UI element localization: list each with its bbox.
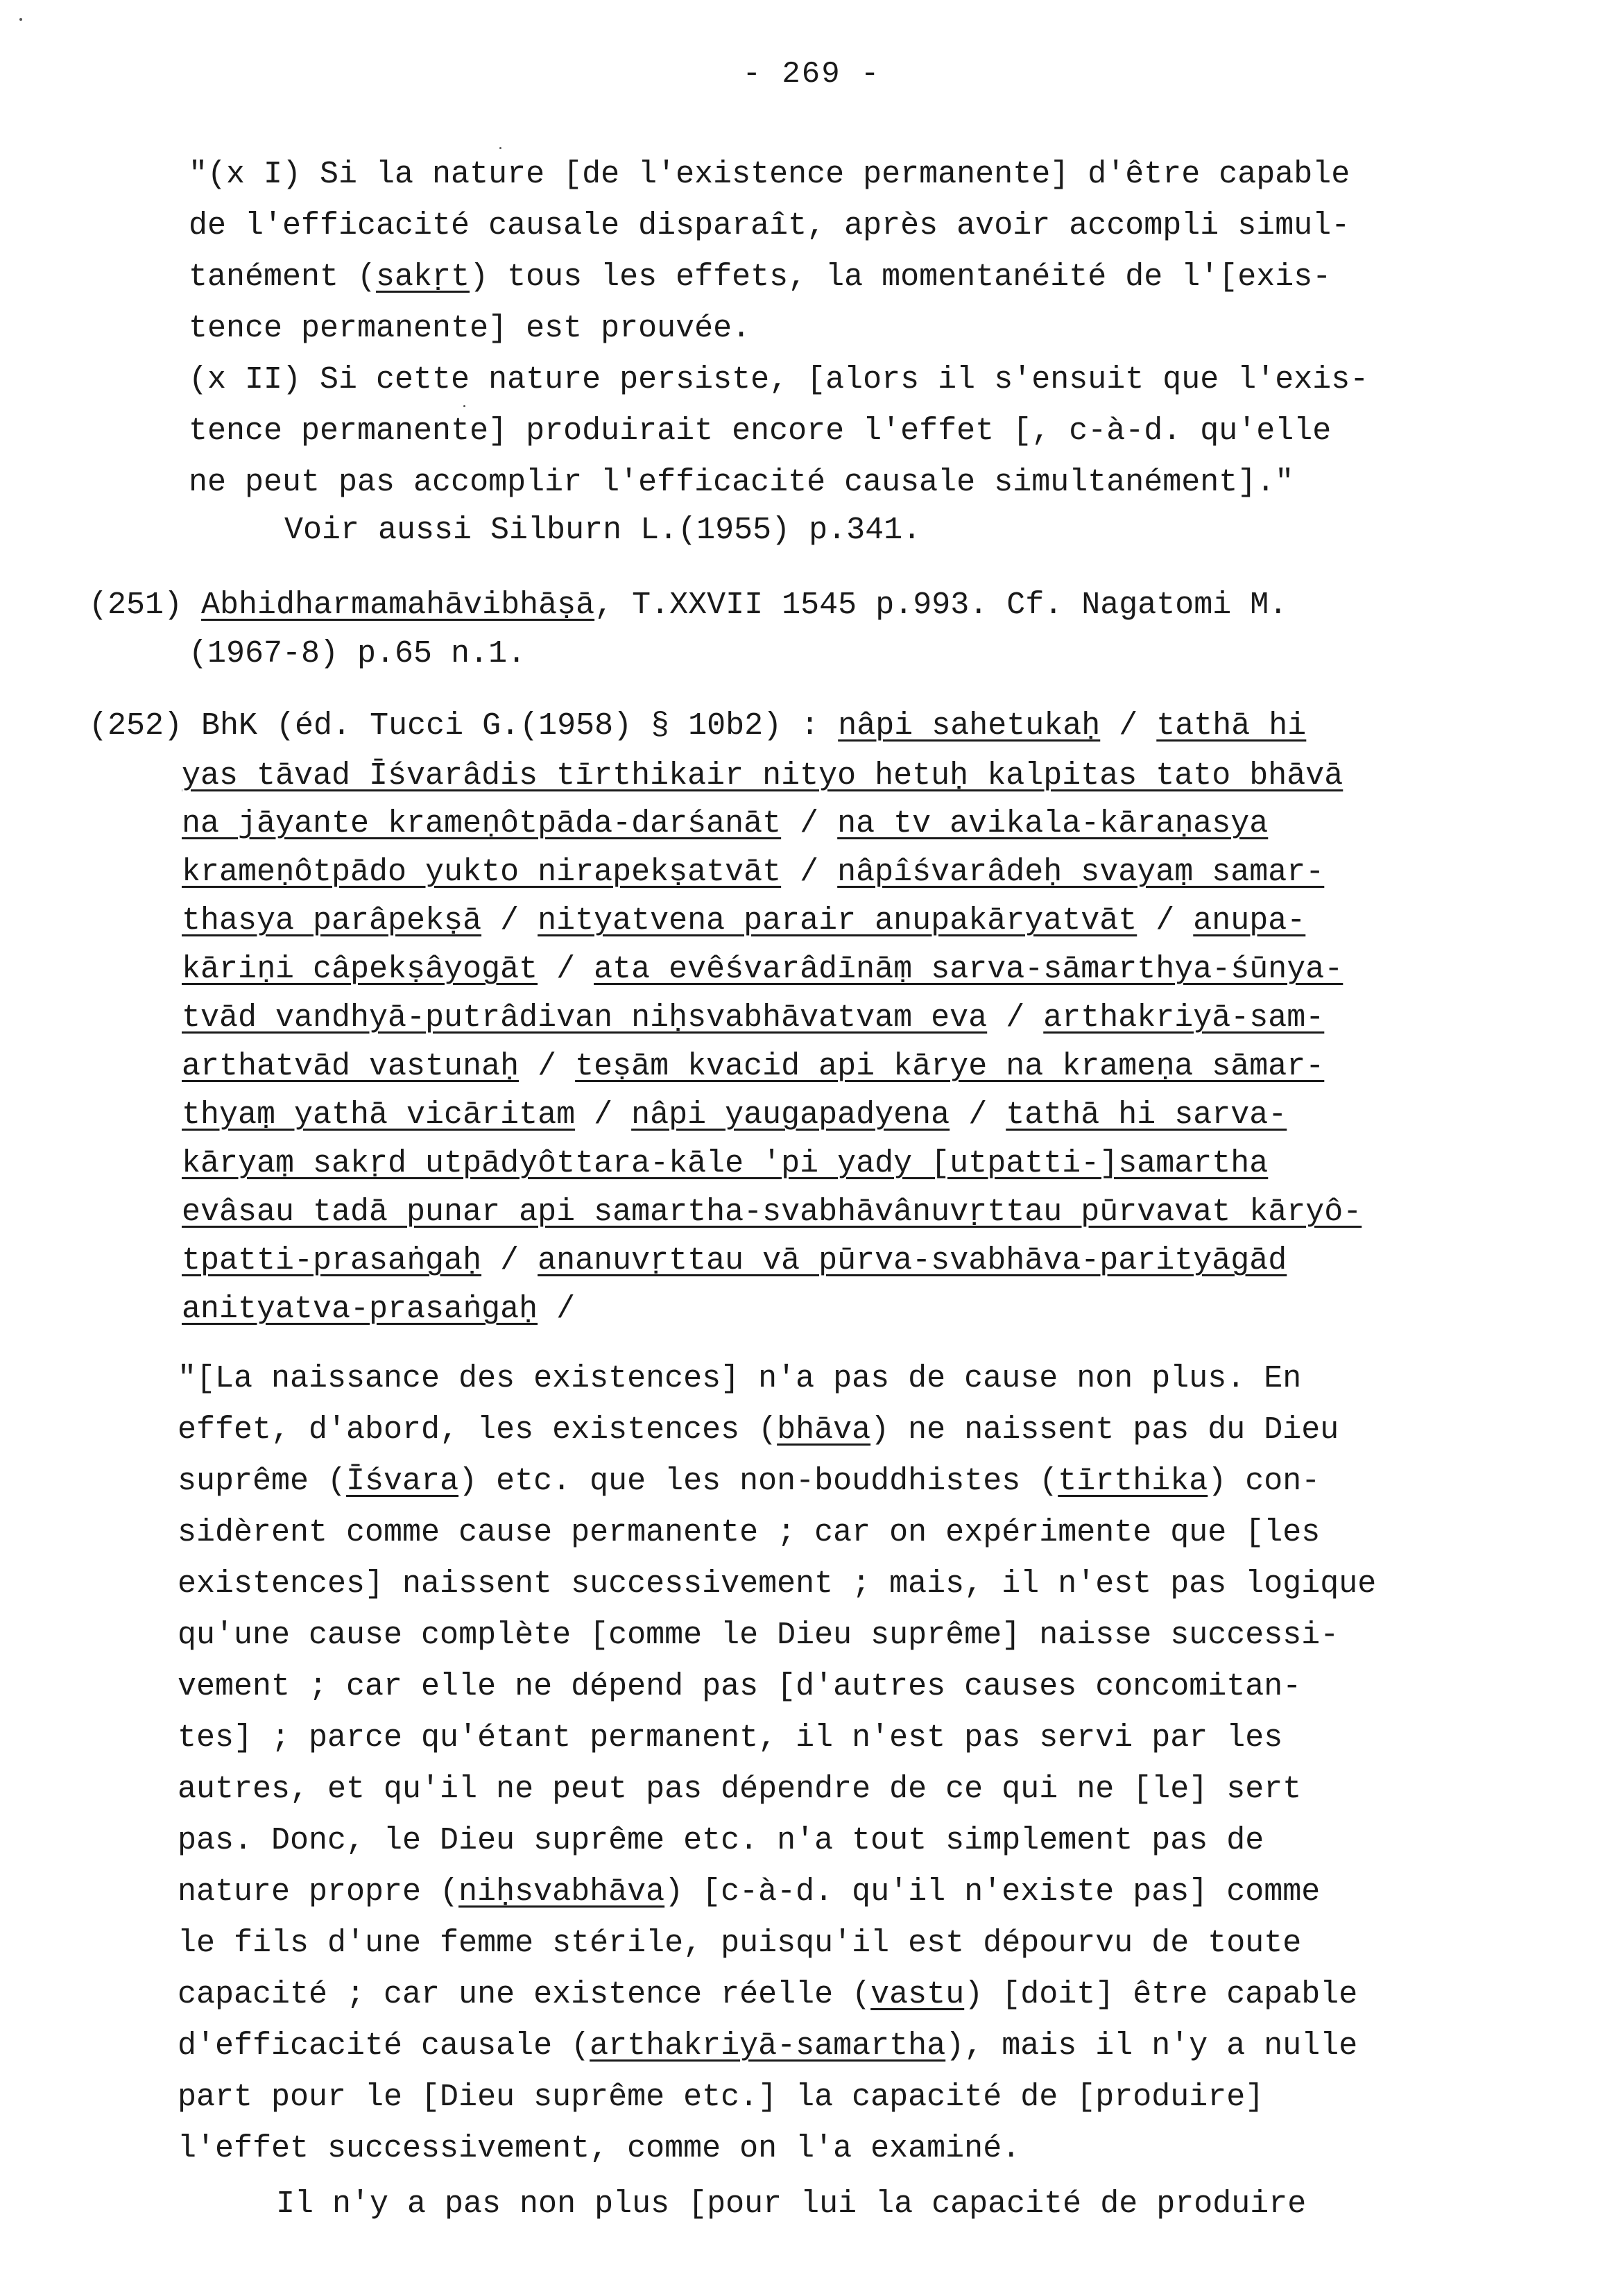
underlined-term: arthatvād vastunaḥ [182, 1049, 519, 1084]
text-run: Voir aussi Silburn L.(1955) p.341. [284, 513, 922, 548]
text-run: (x II) Si cette nature persiste, [alors il s'ensuit que l'exis- [189, 362, 1369, 397]
underlined-term: na jāyante krameṇôtpāda-darśanāt [182, 806, 782, 841]
note-252-sanskrit-line [89, 705, 1306, 747]
quote-x1-x2-line [189, 411, 1331, 452]
text-run: / [1137, 903, 1194, 939]
underlined-term: tpatti-prasaṅgaḥ [182, 1243, 482, 1278]
underlined-term: thyaṃ yathā vicāritam [182, 1097, 576, 1133]
text-run: / [781, 855, 838, 890]
text-run: vement ; car elle ne dépend pas [d'autres causes concomitan- [178, 1669, 1302, 1704]
text-run: tence permanente] est prouvée. [189, 311, 751, 346]
text-run: / [781, 806, 838, 841]
text-run: / [481, 903, 538, 939]
underlined-term: arthakriyā-sam- [1043, 1000, 1325, 1036]
text-run: "(x I) Si la nature [de l'existence permanente] d'être capable [189, 157, 1350, 192]
quote-x1-x2-line [189, 359, 1368, 401]
note-252-translation-line [178, 1512, 1320, 1554]
text-run: tanément ( [189, 259, 377, 295]
text-run: / [950, 1097, 1006, 1133]
text-run: / [519, 1049, 576, 1084]
underlined-term: sakṛt [376, 259, 470, 295]
text-run: / [1100, 708, 1157, 744]
text-run: Il n'y a pas non plus [pour lui la capacité de produire [276, 2186, 1307, 2222]
scan-speck [463, 405, 465, 407]
note-252-translation-line [178, 1410, 1339, 1451]
quote-x1-x2-line [189, 257, 1331, 298]
text-run: / [987, 1000, 1044, 1036]
page-number: - 269 - [742, 57, 881, 92]
underlined-term: krameṇôtpādo yukto nirapekṣatvāt [182, 855, 782, 890]
underlined-term: evâsau tadā punar api samartha-svabhāvânuvṛttau pūrvavat kāryô- [182, 1194, 1362, 1230]
note-252-sanskrit-line [182, 1240, 1287, 1282]
text-run: de l'efficacité causale disparaît, après avoir accompli simul- [189, 208, 1350, 243]
underlined-term: tvād vandhyā-putrâdivan niḥsvabhāvatvam eva [182, 1000, 988, 1036]
text-run: qu'une cause complète [comme le Dieu suprême] naisse successi- [178, 1618, 1339, 1653]
note-251-line [89, 585, 1287, 626]
note-252-sanskrit-line [182, 1046, 1324, 1088]
underlined-term: tīrthika [1058, 1464, 1208, 1499]
note-252-sanskrit-line [182, 1095, 1287, 1136]
underlined-term: anupa- [1193, 903, 1306, 939]
text-run: suprême ( [178, 1464, 347, 1499]
underlined-term: na tv avikala-kāraṇasya [837, 806, 1269, 841]
text-run: (251) [89, 588, 202, 623]
text-run: sidèrent comme cause permanente ; car on expérimente que [les [178, 1515, 1321, 1550]
text-run: l'effet successivement, comme on l'a examiné. [178, 2131, 1021, 2166]
underlined-term: tathā hi sarva- [1006, 1097, 1287, 1133]
text-run: d'efficacité causale ( [178, 2028, 590, 2064]
underlined-term: vastu [870, 1977, 965, 2012]
underlined-term: ananuvṛttau vā pūrva-svabhāva-parityāgād [538, 1243, 1287, 1278]
scan-speck [19, 18, 22, 21]
underlined-term: nâpîśvarâdeḥ svayaṃ samar- [837, 855, 1325, 890]
text-run: ) tous les effets, la momentanéité de l'[exis- [470, 259, 1332, 295]
underlined-term: tathā hi [1156, 708, 1307, 744]
note-252-sanskrit-line [182, 997, 1324, 1039]
text-run: "[La naissance des existences] n'a pas de cause non plus. En [178, 1361, 1302, 1396]
text-run: nature propre ( [178, 1874, 459, 1910]
note-252-translation-line [178, 1461, 1320, 1502]
underlined-term: teṣām kvacid api kārye na krameṇa sāmar- [575, 1049, 1325, 1084]
text-run: (1967-8) p.65 n.1. [189, 636, 526, 671]
text-run: part pour le [Dieu suprême etc.] la capacité de [produire] [178, 2080, 1264, 2115]
note-252-translation-line [276, 2184, 1306, 2225]
text-run: ) etc. que les non-bouddhistes ( [458, 1464, 1058, 1499]
underlined-term: nityatvena parair anupakāryatvāt [538, 903, 1137, 939]
text-run: ne peut pas accomplir l'efficacité causale simultanément]." [189, 465, 1294, 500]
text-run: / [538, 1292, 576, 1327]
note-252-sanskrit-line [182, 1289, 575, 1330]
underlined-term: niḥsvabhāva [458, 1874, 665, 1910]
text-run: ) [doit] être capable [964, 1977, 1358, 2012]
text-run: pas. Donc, le Dieu suprême etc. n'a tout simplement pas de [178, 1823, 1264, 1858]
underlined-term: yas tāvad Īśvarâdis tīrthikair nityo hetuḥ kalpitas tato bhāvā [182, 758, 1343, 794]
text-run: / [575, 1097, 632, 1133]
note-252-translation-line [178, 1923, 1301, 1964]
text-run: / [538, 952, 594, 987]
underlined-term: Īśvara [346, 1464, 459, 1499]
text-run: (252) BhK (éd. Tucci G.(1958) § 10b2) : [89, 708, 839, 744]
text-run: ) ne naissent pas du Dieu [870, 1412, 1339, 1448]
text-run: autres, et qu'il ne peut pas dépendre de ce qui ne [le] sert [178, 1772, 1302, 1807]
text-run: ), mais il n'y a nulle [945, 2028, 1358, 2064]
underlined-term: arthakriyā-samartha [590, 2028, 946, 2064]
note-252-translation-line [178, 1358, 1301, 1400]
note-252-translation-line [178, 1820, 1264, 1862]
text-run: / [481, 1243, 538, 1278]
note-252-translation-line [178, 2128, 1020, 2170]
text-run: tence permanente] produirait encore l'effet [, c-à-d. qu'elle [189, 413, 1332, 449]
text-run: effet, d'abord, les existences ( [178, 1412, 778, 1448]
underlined-term: Abhidharmamahāvibhāṣā [201, 588, 595, 623]
note-252-sanskrit-line [182, 755, 1343, 797]
text-run: le fils d'une femme stérile, puisqu'il est dépourvu de toute [178, 1926, 1302, 1961]
text-run: ) [c-à-d. qu'il n'existe pas] comme [664, 1874, 1321, 1910]
note-252-translation-line [178, 1974, 1357, 2016]
scan-speck [499, 147, 501, 149]
note-252-translation-line [178, 1769, 1301, 1810]
underlined-term: kāriṇi câpekṣâyogāt [182, 952, 538, 987]
underlined-term: bhāva [777, 1412, 871, 1448]
note-252-translation-line [178, 1717, 1282, 1759]
underlined-term: ata evêśvarâdīnāṃ sarva-sāmarthya-śūnya- [594, 952, 1343, 987]
text-run: capacité ; car une existence réelle ( [178, 1977, 871, 2012]
note-252-translation-line [178, 1666, 1301, 1708]
underlined-term: nâpi yaugapadyena [631, 1097, 950, 1133]
note-252-sanskrit-line [182, 949, 1343, 991]
quote-x1-x2-line [284, 510, 921, 551]
text-run: existences] naissent successivement ; mais, il n'est pas logique [178, 1566, 1377, 1602]
note-251-line [189, 633, 526, 675]
note-252-sanskrit-line [182, 1192, 1362, 1233]
note-252-sanskrit-line [182, 1143, 1268, 1185]
note-252-translation-line [178, 1615, 1339, 1656]
note-252-translation-line [178, 2077, 1264, 2118]
text-run: ) con- [1208, 1464, 1321, 1499]
note-252-sanskrit-line [182, 900, 1305, 942]
note-252-translation-line [178, 1871, 1320, 1913]
underlined-term: nâpi sahetukaḥ [838, 708, 1101, 744]
note-252-sanskrit-line [182, 803, 1268, 845]
quote-x1-x2-line [189, 308, 750, 350]
note-252-translation-line [178, 2025, 1357, 2067]
text-run: , T.XXVII 1545 p.993. Cf. Nagatomi M. [594, 588, 1288, 623]
quote-x1-x2-line [189, 154, 1350, 196]
note-252-translation-line [178, 1563, 1376, 1605]
quote-x1-x2-line [189, 205, 1350, 247]
text-run: tes] ; parce qu'étant permanent, il n'est pas servi par les [178, 1720, 1283, 1756]
note-252-sanskrit-line [182, 852, 1324, 893]
quote-x1-x2-line [189, 462, 1294, 504]
underlined-term: anityatva-prasaṅgaḥ [182, 1292, 538, 1327]
underlined-term: thasya parâpekṣā [182, 903, 482, 939]
underlined-term: kāryaṃ sakṛd utpādyôttara-kāle 'pi yady [utpatti-]samartha [182, 1146, 1269, 1181]
